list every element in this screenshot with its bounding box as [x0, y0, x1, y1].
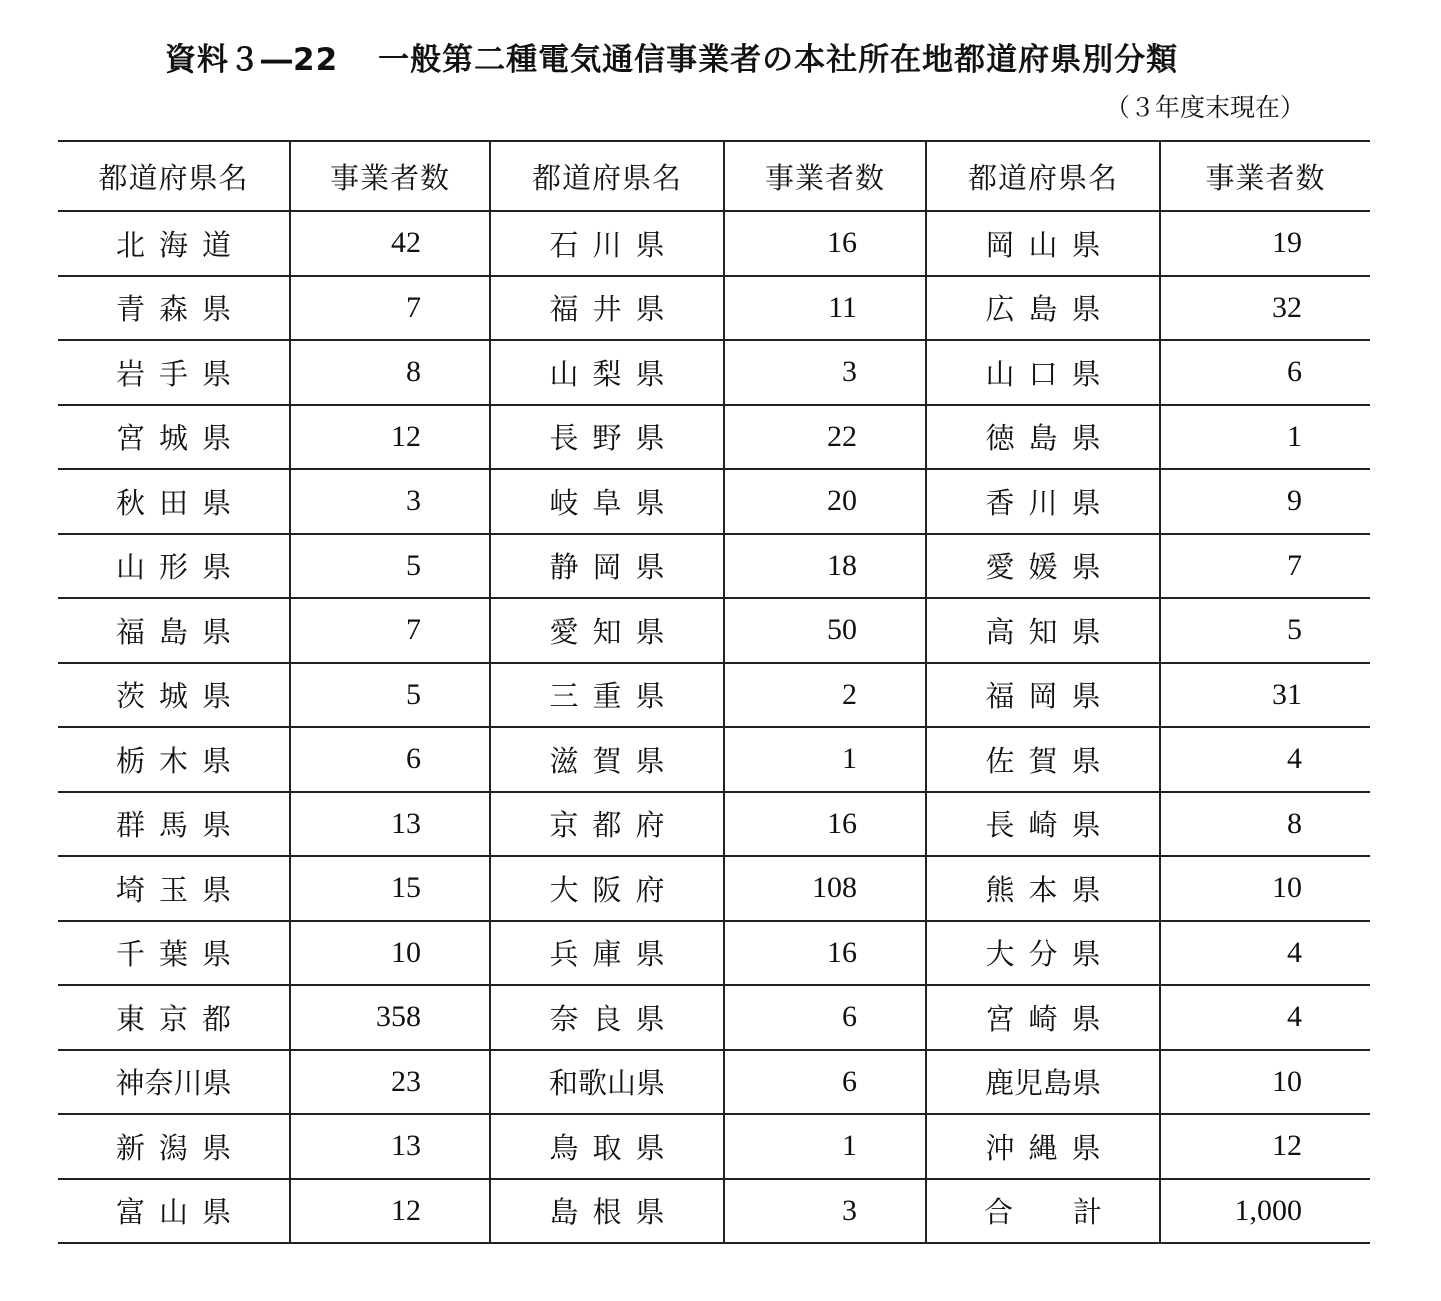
operator-count-cell: 13: [290, 792, 490, 857]
operator-count-cell: 3: [724, 340, 926, 405]
operator-count-cell: 5: [290, 663, 490, 728]
operator-count-cell: 16: [724, 792, 926, 857]
table-row: [58, 534, 1370, 599]
table-row: [58, 663, 1370, 728]
operator-count-cell: 16: [724, 211, 926, 276]
prefecture-name-cell: 鹿児島県: [926, 1050, 1160, 1115]
operator-count-cell: 108: [724, 856, 926, 921]
column-header-count: 事業者数: [1160, 141, 1370, 211]
prefecture-name-cell: 京都府: [490, 792, 724, 857]
operator-count-cell: 3: [724, 1179, 926, 1244]
operator-count-cell: 12: [290, 1179, 490, 1244]
operator-count-cell: 6: [724, 985, 926, 1050]
prefecture-name-cell: 秋田県: [58, 469, 290, 534]
operator-count-cell: 5: [1160, 598, 1370, 663]
table-row: [58, 856, 1370, 921]
prefecture-name-cell: 島根県: [490, 1179, 724, 1244]
prefecture-name-cell: 栃木県: [58, 727, 290, 792]
prefecture-name-cell: 青森県: [58, 276, 290, 341]
operator-count-cell: 4: [1160, 985, 1370, 1050]
prefecture-name-cell: 埼玉県: [58, 856, 290, 921]
operator-count-cell: 358: [290, 985, 490, 1050]
prefecture-name-cell: 岐阜県: [490, 469, 724, 534]
prefecture-name-cell: 奈良県: [490, 985, 724, 1050]
prefecture-name-cell: 山口県: [926, 340, 1160, 405]
operator-count-cell: 12: [1160, 1114, 1370, 1179]
column-header-prefecture: 都道府県名: [490, 141, 724, 211]
operator-count-cell: 6: [1160, 340, 1370, 405]
operator-count-cell: 7: [290, 276, 490, 341]
operator-count-cell: 50: [724, 598, 926, 663]
prefecture-name-cell: 北海道: [58, 211, 290, 276]
operator-count-cell: 23: [290, 1050, 490, 1115]
prefecture-name-cell: 宮崎県: [926, 985, 1160, 1050]
table-row: [58, 727, 1370, 792]
prefecture-name-cell: 山梨県: [490, 340, 724, 405]
total-count-cell: 1,000: [1160, 1179, 1370, 1244]
document-title: [165, 34, 1178, 79]
column-header-count: 事業者数: [290, 141, 490, 211]
prefecture-name-cell: 長野県: [490, 405, 724, 470]
prefecture-name-cell: 高知県: [926, 598, 1160, 663]
column-header-prefecture: 都道府県名: [58, 141, 290, 211]
table-row: [58, 405, 1370, 470]
operator-count-cell: 13: [290, 1114, 490, 1179]
prefecture-name-cell: 大分県: [926, 921, 1160, 986]
operator-count-cell: 19: [1160, 211, 1370, 276]
prefecture-name-cell: 富山県: [58, 1179, 290, 1244]
prefecture-name-cell: 佐賀県: [926, 727, 1160, 792]
table-row: [58, 985, 1370, 1050]
prefecture-name-cell: 広島県: [926, 276, 1160, 341]
operator-count-cell: 15: [290, 856, 490, 921]
operator-count-cell: 31: [1160, 663, 1370, 728]
prefecture-name-cell: 岩手県: [58, 340, 290, 405]
prefecture-name-cell: 宮城県: [58, 405, 290, 470]
operator-count-cell: 16: [724, 921, 926, 986]
table-row: [58, 211, 1370, 276]
operator-count-cell: 1: [724, 1114, 926, 1179]
prefecture-name-cell: 石川県: [490, 211, 724, 276]
document-title-id: 資料３―22: [165, 42, 339, 78]
operator-count-cell: 11: [724, 276, 926, 341]
prefecture-name-cell: 愛知県: [490, 598, 724, 663]
prefecture-name-cell: 滋賀県: [490, 727, 724, 792]
prefecture-name-cell: 茨城県: [58, 663, 290, 728]
prefecture-name-cell: 和歌山県: [490, 1050, 724, 1115]
prefecture-name-cell: 鳥取県: [490, 1114, 724, 1179]
document-subtitle: （３年度末現在）: [1105, 93, 1306, 122]
table-row: [58, 1179, 1370, 1244]
table-row: [58, 1050, 1370, 1115]
prefecture-name-cell: 大阪府: [490, 856, 724, 921]
table-row: [58, 276, 1370, 341]
operator-count-cell: 20: [724, 469, 926, 534]
operator-count-cell: 10: [1160, 1050, 1370, 1115]
document-title-text: 一般第二種電気通信事業者の本社所在地都道府県別分類: [378, 42, 1179, 78]
operator-count-cell: 3: [290, 469, 490, 534]
prefecture-name-cell: 愛媛県: [926, 534, 1160, 599]
operator-count-cell: 7: [1160, 534, 1370, 599]
prefecture-name-cell: 香川県: [926, 469, 1160, 534]
prefecture-name-cell: 熊本県: [926, 856, 1160, 921]
operator-count-cell: 2: [724, 663, 926, 728]
prefecture-name-cell: 東京都: [58, 985, 290, 1050]
prefecture-name-cell: 岡山県: [926, 211, 1160, 276]
operator-count-cell: 4: [1160, 921, 1370, 986]
prefecture-name-cell: 兵庫県: [490, 921, 724, 986]
table-header-row: [58, 141, 1370, 211]
column-header-count: 事業者数: [724, 141, 926, 211]
table-row: [58, 792, 1370, 857]
prefecture-name-cell: 徳島県: [926, 405, 1160, 470]
operator-count-cell: 10: [1160, 856, 1370, 921]
table-row: [58, 469, 1370, 534]
prefecture-name-cell: 千葉県: [58, 921, 290, 986]
operator-count-cell: 6: [290, 727, 490, 792]
table-row: [58, 340, 1370, 405]
table-row: [58, 598, 1370, 663]
operator-count-cell: 6: [724, 1050, 926, 1115]
prefecture-name-cell: 神奈川県: [58, 1050, 290, 1115]
operator-count-cell: 7: [290, 598, 490, 663]
prefecture-name-cell: 山形県: [58, 534, 290, 599]
table-body: [58, 211, 1370, 1243]
operator-count-cell: 4: [1160, 727, 1370, 792]
total-label-cell: 合 計: [926, 1179, 1160, 1244]
operator-count-cell: 9: [1160, 469, 1370, 534]
operator-count-cell: 5: [290, 534, 490, 599]
operator-count-cell: 22: [724, 405, 926, 470]
prefecture-name-cell: 福島県: [58, 598, 290, 663]
operator-count-cell: 42: [290, 211, 490, 276]
operator-count-cell: 8: [290, 340, 490, 405]
operator-count-cell: 12: [290, 405, 490, 470]
prefecture-name-cell: 静岡県: [490, 534, 724, 599]
prefecture-name-cell: 長崎県: [926, 792, 1160, 857]
table-row: [58, 921, 1370, 986]
prefecture-name-cell: 三重県: [490, 663, 724, 728]
operator-count-cell: 32: [1160, 276, 1370, 341]
table-row: [58, 1114, 1370, 1179]
operator-count-cell: 8: [1160, 792, 1370, 857]
prefecture-name-cell: 福岡県: [926, 663, 1160, 728]
prefecture-name-cell: 群馬県: [58, 792, 290, 857]
operator-count-cell: 10: [290, 921, 490, 986]
prefecture-name-cell: 新潟県: [58, 1114, 290, 1179]
operator-count-cell: 1: [1160, 405, 1370, 470]
operator-count-cell: 1: [724, 727, 926, 792]
prefecture-table: [58, 140, 1370, 1244]
prefecture-name-cell: 沖縄県: [926, 1114, 1160, 1179]
column-header-prefecture: 都道府県名: [926, 141, 1160, 211]
operator-count-cell: 18: [724, 534, 926, 599]
prefecture-name-cell: 福井県: [490, 276, 724, 341]
